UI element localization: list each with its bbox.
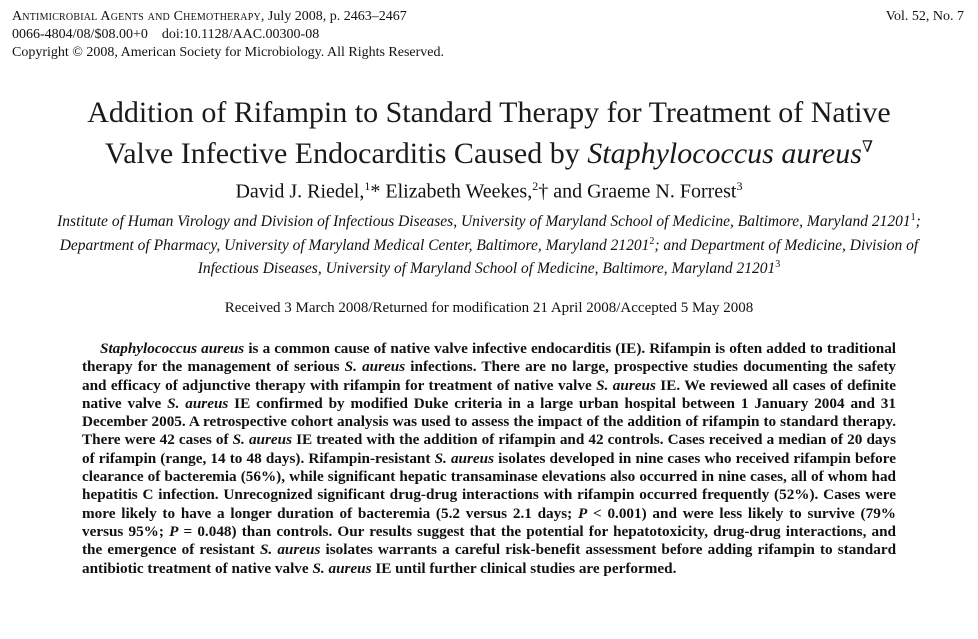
abstract-text: IE. We reviewed all cases of definite native valve — [82, 376, 896, 412]
article-title — [0, 95, 978, 171]
author-list — [0, 173, 978, 205]
author-3-sup: 3 — [736, 179, 743, 193]
author-1-name: David J. Riedel, — [235, 180, 365, 203]
abstract-organism: S. aureus — [167, 394, 229, 412]
author-3-name: and Graeme N. Forrest — [548, 180, 737, 203]
affiliations — [40, 208, 938, 279]
abstract-text: IE confirmed by modified Duke criteria in a large urban hospital between 1 January 2004 and 31 December 2005. A retrospective cohort analysis was used to assess the impact of the addition of rifampin to standard therapy. There were 42 cases of — [82, 394, 896, 449]
issue-info: , July 2008, p. 2463–2467 — [260, 9, 407, 24]
abstract-organism: S. aureus — [312, 559, 372, 577]
journal-citation — [12, 8, 407, 26]
copyright-line: Copyright © 2008, American Society for Microbiology. All Rights Reserved. — [12, 45, 445, 60]
title-line-2-prefix: Valve Infective Endocarditis Caused by — [104, 137, 588, 170]
abstract-p-value-symbol: P — [169, 522, 179, 540]
abstract-p-value-symbol: P — [577, 504, 588, 522]
abstract-organism: S. aureus — [344, 358, 406, 376]
author-1-mark: * — [370, 180, 381, 203]
abstract-organism: S. aureus — [259, 541, 321, 559]
title-organism: Staphylococcus aureus — [587, 137, 862, 170]
abstract-organism: S. aureus — [434, 449, 495, 467]
abstract-text: IE treated with the addition of rifampin and 42 controls. Cases received a median of 20 days of rifampin (range, 14 to 48 days). Rifampin-resistant — [82, 431, 896, 467]
issn-doi: 0066-4804/08/$08.00+0 doi:10.1128/AAC.00300-08 — [12, 27, 320, 42]
abstract — [82, 340, 896, 578]
author-1-sup: 1 — [364, 179, 371, 193]
affiliation-3-sup: 3 — [775, 259, 781, 271]
abstract-organism: S. aureus — [232, 431, 292, 449]
journal-header — [12, 8, 964, 62]
abstract-text: isolates developed in nine cases who received rifampin before clearance of bacteremia (56%), while significant hepatic transaminase elevations also occurred in nine cases, all of whom had hepatitis C infection. Unrecognized significant drug-drug interactions with rifampin occurred frequently (52%). Cases were more likely to have a longer duration of bacteremia (5.2 versus 2.1 days; — [82, 449, 896, 522]
abstract-text: < 0.001) and were less likely to survive (79% versus 95%; — [82, 504, 896, 540]
abstract-text: is a common cause of native valve infective endocarditis (IE). Rifampin is often added to traditional therapy for the management of serious — [82, 340, 897, 376]
abstract-text: infections. There are no large, prospective studies documenting the safety and efficacy of adjunctive therapy with rifampin for treatment of native valve — [82, 358, 896, 394]
affiliation-2-sup: 2 — [649, 235, 655, 247]
title-line-1: Addition of Rifampin to Standard Therapy for Treatment of Native — [87, 96, 891, 129]
received-dates: Received 3 March 2008/Returned for modification 21 April 2008/Accepted 5 May 2008 — [224, 300, 754, 316]
title-marker: ∇ — [861, 139, 874, 156]
author-2-name: Elizabeth Weekes, — [380, 180, 533, 203]
author-2-sup: 2 — [532, 179, 539, 193]
affiliation-2: ; Department of Pharmacy, University of Maryland Medical Center, Baltimore, Maryland 21201 — [59, 213, 921, 254]
affiliation-1-sup: 1 — [910, 212, 916, 223]
abstract-text: IE until further clinical studies are performed. — [371, 559, 677, 577]
abstract-organism: S. aureus — [596, 376, 656, 394]
journal-name: Antimicrobial Agents and Chemotherapy — [12, 9, 261, 24]
affiliation-3: ; and Department of Medicine, Division of Infectious Diseases, University of Maryland School of Medicine, Baltimore, Maryland 21201 — [197, 236, 919, 278]
abstract-text: = 0.048) than controls. Our results suggest that the potential for hepatotoxicity, drug-drug interactions, and the emergence of resistant — [82, 522, 897, 559]
title-line-2 — [0, 130, 978, 171]
abstract-text: isolates warrants a careful risk-benefit assessment before adding rifampin to standard antibiotic treatment of native valve — [82, 541, 897, 577]
journal-line — [12, 8, 964, 26]
affiliation-1: Institute of Human Virology and Division of Infectious Diseases, University of Maryland School of Medicine, Baltimore, Maryland 21201 — [57, 213, 911, 231]
author-2-mark: † — [538, 180, 549, 203]
volume-info: Vol. 52, No. 7 — [885, 9, 964, 24]
abstract-organism: Staphylococcus aureus — [100, 340, 245, 357]
